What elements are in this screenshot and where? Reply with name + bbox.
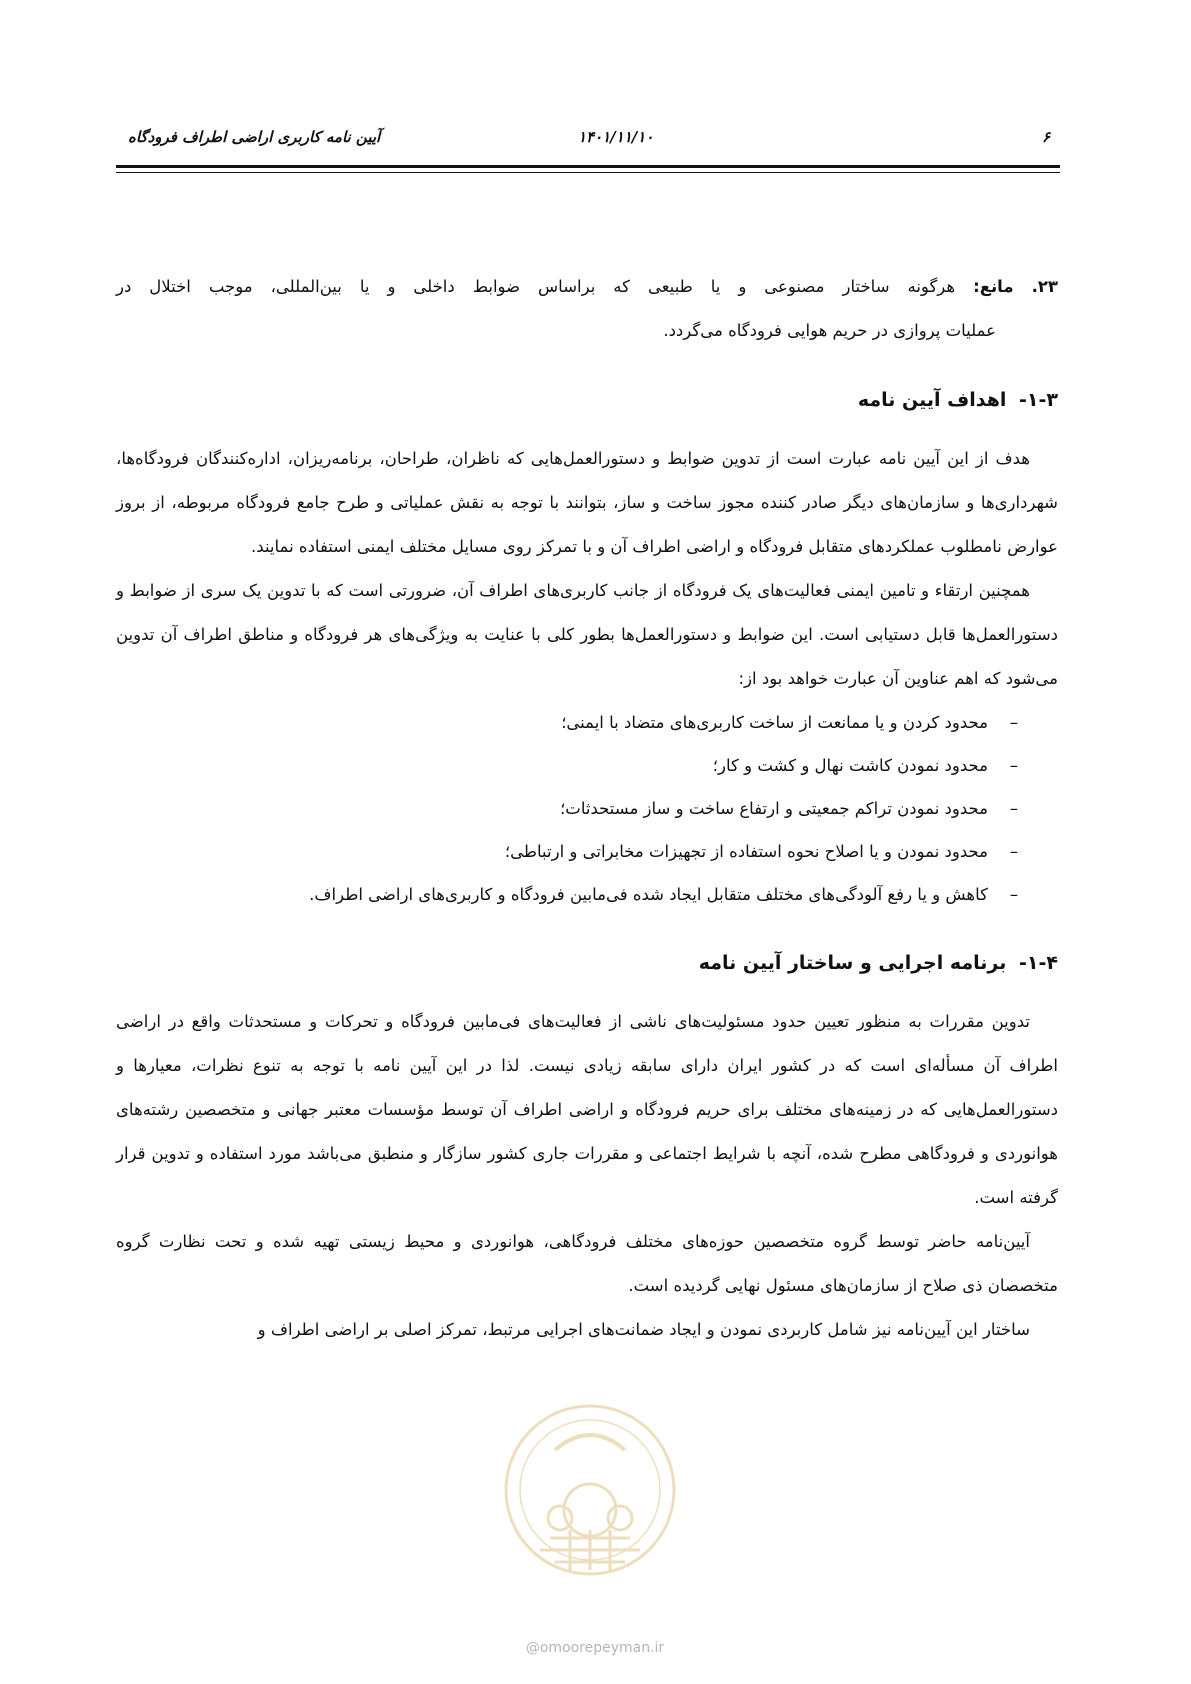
goals-paragraph-1: هدف از این آیین نامه عبارت است از تدوین ضوابط و دستورالعمل‌هایی که ناظران، طراحان، برنامه‌ریزان، اداره‌کنندگان فرودگاه‌ها، شهرداری‌ها و سازمان‌های دیگر صادر کننده مجوز ساخت و ساز، بتوانند با توجه به نقش عملیاتی و طرح جامع فرودگاه مربوطه، از بروز عوارض نامطلوب عملکردهای متقابل فرودگاه و اراضی اطراف آن و با تمرکز روی مسایل مختلف ایمنی استفاده نمایند. — [116, 449, 1058, 556]
watermark-seal-icon — [500, 1400, 680, 1580]
list-item-text: محدود نمودن کاشت نهال و کشت و کار؛ — [712, 756, 988, 775]
list-item-text: محدود نمودن تراکم جمعیتی و ارتفاع ساخت و ساز مستحدثات؛ — [560, 799, 988, 818]
definition-term: مانع: — [973, 277, 1014, 296]
bullet-dash: – — [1009, 842, 1018, 861]
watermark-url: @omoorepeyman.ir — [525, 1640, 665, 1656]
bullet-dash: – — [1009, 799, 1018, 818]
bullet-dash: – — [1009, 713, 1018, 732]
definition-continuation: عملیات پروازی در حریم هوایی فرودگاه می‌گردد. — [663, 321, 996, 340]
program-paragraph-1: تدوین مقررات به منظور تعیین حدود مسئولیت‌های ناشی از فعالیت‌های فی‌مابین فرودگاه و تحرکات و مستحدثات واقع در اراضی اطراف آن مسأله‌ای است که در کشور ایران دارای سابقه زیادی نیست. لذا در این آیین نامه با توجه به تنوع نظرات، معیارها و دستورالعمل‌هایی که در زمینه‌های مختلف برای حریم فرودگاه و اراضی اطراف آن توسط مؤسسات معتبر جهانی و متخصصین رشته‌های هوانوردی و فرودگاهی مطرح شده، آنچه با شرایط اجتماعی و مقررات جاری کشور سازگار و منطبق می‌باشد مورد استفاده و تدوین قرار گرفته است. — [116, 1012, 1058, 1207]
definition-text: هرگونه ساختار مصنوعی و یا طبیعی که براساس ضوابط داخلی و یا بین‌المللی، موجب اختلال در — [116, 277, 956, 296]
header-title: آیین نامه کاربری اراضی اطراف فرودگاه — [128, 128, 381, 146]
definition-number: ۲۳. — [1031, 277, 1059, 296]
list-item — [116, 701, 1018, 744]
list-item-text: محدود کردن و یا ممانعت از ساخت کاربری‌های متضاد با ایمنی؛ — [561, 713, 988, 732]
section-title: برنامه اجرایی و ساختار آیین نامه — [698, 952, 1007, 974]
goals-paragraph-2: همچنین ارتقاء و تامین ایمنی فعالیت‌های یک فرودگاه از جانب کاربری‌های اطراف آن، ضرورتی است که با تدوین یک سری از ضوابط و دستورالعمل‌ها قابل دستیابی است. این ضوابط و دستورالعمل‌ها بطور کلی با عنایت به ویژگی‌های هر فرودگاه و مناطق اطراف آن تدوین می‌شود که اهم عناوین آن عبارت خواهد بود از: — [116, 581, 1058, 688]
goals-bullet-list — [116, 701, 1058, 916]
bullet-dash: – — [1009, 885, 1018, 904]
list-item — [116, 744, 1018, 787]
list-item — [116, 873, 1018, 916]
page-number: ۶ — [1041, 128, 1050, 146]
program-paragraph-3: ساختار این آیین‌نامه نیز شامل کاربردی نمودن و ایجاد ضمانت‌های اجرایی مرتبط، تمرکز اصلی بر اراضی اطراف و — [257, 1320, 1030, 1339]
section-title: اهداف آیین نامه — [857, 389, 1007, 411]
list-item — [116, 787, 1018, 830]
document-body — [116, 265, 1058, 1352]
bullet-dash: – — [1009, 756, 1018, 775]
section-number: ۱-۴- — [1019, 952, 1058, 974]
section-heading-goals — [116, 385, 1058, 415]
section-number: ۱-۳- — [1019, 389, 1058, 411]
page-header — [118, 128, 1058, 152]
header-date: ۱۴۰۱/۱۱/۱۰ — [578, 128, 654, 146]
list-item — [116, 830, 1018, 873]
program-paragraph-2: آیین‌نامه حاضر توسط گروه متخصصین حوزه‌های مختلف فرودگاهی، هوانوردی و محیط زیستی تهیه شده و تحت نظارت گروه متخصصان ذی صلاح از سازمان‌های مسئول نهایی گردیده است. — [116, 1232, 1058, 1295]
header-rule-thin — [116, 172, 1060, 173]
list-item-text: کاهش و یا رفع آلودگی‌های مختلف متقابل ایجاد شده فی‌مابین فرودگاه و کاربری‌های اراضی اطراف. — [309, 885, 988, 904]
section-heading-program — [116, 948, 1058, 978]
list-item-text: محدود نمودن و یا اصلاح نحوه استفاده از تجهیزات مخابراتی و ارتباطی؛ — [504, 842, 988, 861]
definition-first-line — [116, 265, 1059, 309]
definition-item — [116, 265, 1058, 353]
header-rule-thick — [116, 165, 1060, 168]
